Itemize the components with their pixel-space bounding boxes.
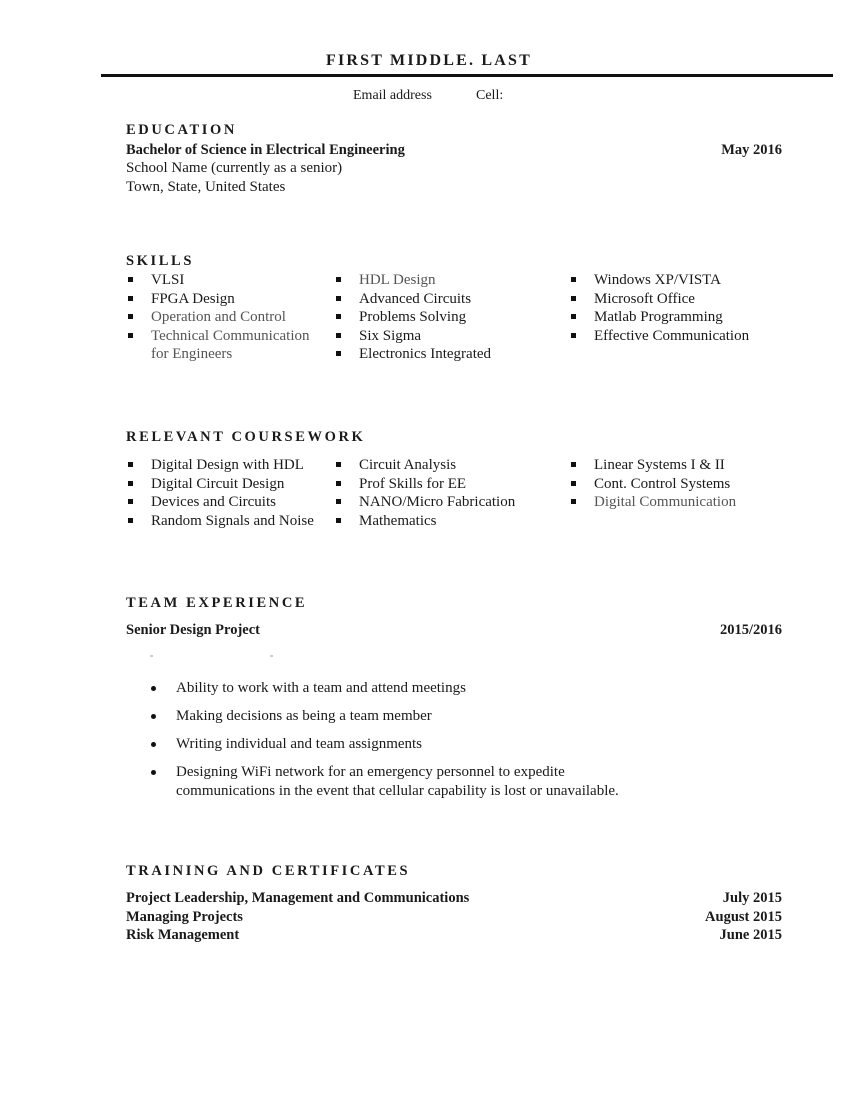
list-item: Technical Communication for Engineers xyxy=(126,327,326,364)
list-item: Making decisions as being a team member xyxy=(150,707,630,726)
education-degree: Bachelor of Science in Electrical Engineering xyxy=(126,142,405,158)
training-item-name: Project Leadership, Management and Communications xyxy=(126,890,470,906)
team-bullets xyxy=(150,679,630,810)
team-project-date: 2015/2016 xyxy=(719,622,782,638)
list-item: Advanced Circuits xyxy=(334,290,564,309)
list-item: Prof Skills for EE xyxy=(334,475,564,494)
training-item-date: July 2015 xyxy=(722,890,782,906)
list-item: VLSI xyxy=(126,271,326,290)
education-school: School Name (currently as a senior) xyxy=(126,160,343,176)
skills-column-2 xyxy=(334,271,564,364)
list-item: Digital Communication xyxy=(569,493,809,512)
coursework-column-2 xyxy=(334,456,564,530)
list-item: Operation and Control xyxy=(126,308,326,327)
team-heading: TEAM EXPERIENCE xyxy=(126,595,308,611)
list-item: Matlab Programming xyxy=(569,308,809,327)
list-item: HDL Design xyxy=(334,271,564,290)
training-item-date: June 2015 xyxy=(719,927,782,943)
email-label: Email address xyxy=(353,88,432,103)
list-item: Digital Design with HDL xyxy=(126,456,316,475)
scan-artifact xyxy=(150,655,276,657)
list-item: Cont. Control Systems xyxy=(569,475,809,494)
training-item-name: Risk Management xyxy=(126,927,240,943)
list-item: Effective Communication xyxy=(569,327,809,346)
skills-column-1 xyxy=(126,271,326,364)
skills-column-3 xyxy=(569,271,809,345)
header-rule xyxy=(101,74,833,77)
list-item: Windows XP/VISTA xyxy=(569,271,809,290)
list-item: Digital Circuit Design xyxy=(126,475,316,494)
list-item: Ability to work with a team and attend meetings xyxy=(150,679,630,698)
candidate-name: FIRST MIDDLE. LAST xyxy=(325,52,532,69)
list-item: NANO/Micro Fabrication xyxy=(334,493,564,512)
skills-heading: SKILLS xyxy=(126,253,194,269)
coursework-column-3 xyxy=(569,456,809,512)
coursework-heading: RELEVANT COURSEWORK xyxy=(126,429,366,445)
list-item: Six Sigma xyxy=(334,327,564,346)
list-item: Microsoft Office xyxy=(569,290,809,309)
education-location: Town, State, United States xyxy=(126,179,286,195)
list-item: Linear Systems I & II xyxy=(569,456,809,475)
training-item-date: August 2015 xyxy=(705,909,782,925)
education-heading: EDUCATION xyxy=(126,122,237,138)
list-item: Problems Solving xyxy=(334,308,564,327)
coursework-column-1 xyxy=(126,456,316,530)
list-item: Mathematics xyxy=(334,512,564,531)
education-date: May 2016 xyxy=(721,142,782,158)
list-item: Writing individual and team assignments xyxy=(150,735,630,754)
cell-label: Cell: xyxy=(476,88,504,103)
list-item: Designing WiFi network for an emergency personnel to expedite communications in the event that cellular capability is lost or unavailable. xyxy=(150,763,630,800)
list-item: Random Signals and Noise xyxy=(126,512,316,531)
list-item: Devices and Circuits xyxy=(126,493,316,512)
training-heading: TRAINING AND CERTIFICATES xyxy=(126,863,411,879)
list-item: FPGA Design xyxy=(126,290,326,309)
list-item: Circuit Analysis xyxy=(334,456,564,475)
team-project-name: Senior Design Project xyxy=(126,622,260,638)
training-item-name: Managing Projects xyxy=(126,909,243,925)
list-item: Electronics Integrated xyxy=(334,345,564,364)
